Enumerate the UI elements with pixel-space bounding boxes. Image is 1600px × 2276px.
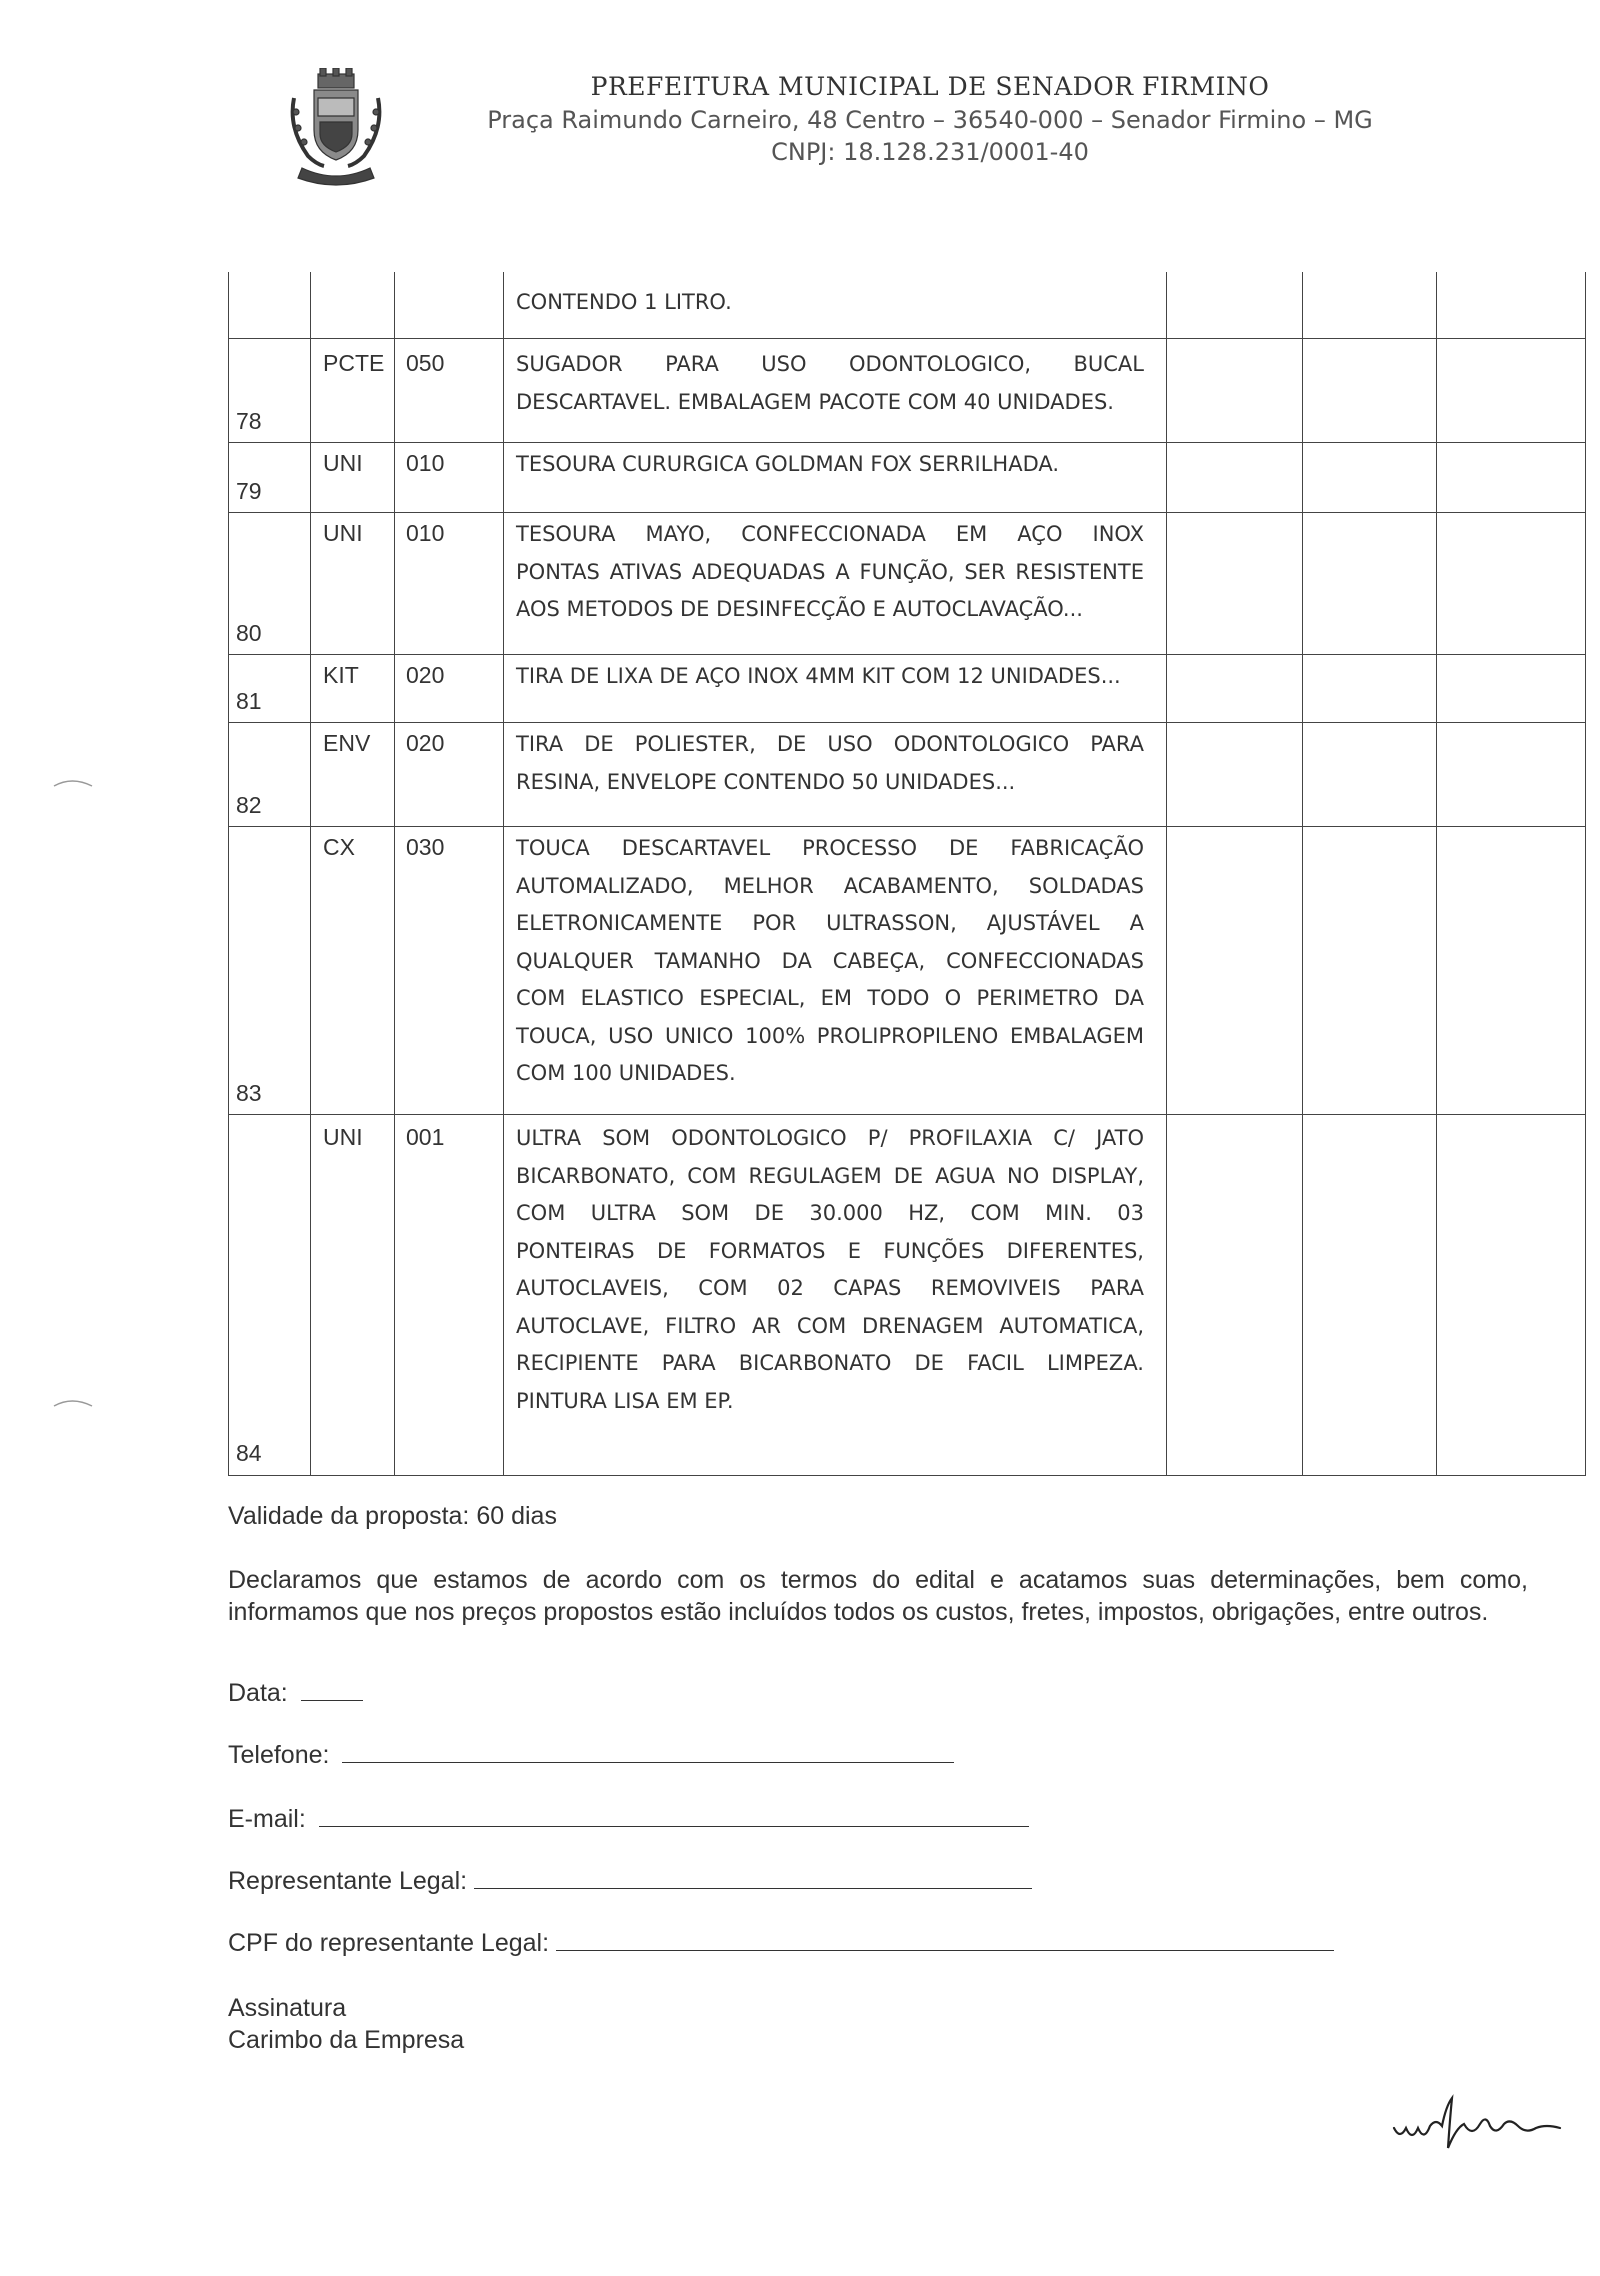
date-field[interactable] bbox=[228, 1678, 363, 1708]
item-unit: CX bbox=[323, 834, 355, 860]
item-number: 83 bbox=[236, 1080, 262, 1106]
item-unit: PCTE bbox=[323, 350, 385, 376]
margin-mark-icon bbox=[52, 1396, 96, 1412]
letterhead bbox=[0, 0, 1600, 200]
item-description-line: TOUCA, USO UNICO 100% PROLIPROPILENO EMBALAGEM bbox=[516, 1023, 1144, 1048]
legal-representative-blank-line[interactable] bbox=[474, 1866, 1032, 1889]
item-description-line: PONTAS ATIVAS ADEQUADAS A FUNÇÃO, SER RESISTENTE bbox=[516, 559, 1144, 584]
item-description-line: BICARBONATO, COM REGULAGEM DE AGUA NO DISPLAY, bbox=[516, 1163, 1144, 1188]
item-unit: ENV bbox=[323, 730, 371, 756]
item-number: 78 bbox=[236, 408, 262, 434]
email-label: E-mail: bbox=[228, 1805, 306, 1833]
item-description-line: AOS METODOS DE DESINFECÇÃO E AUTOCLAVAÇÃO... bbox=[516, 597, 1083, 621]
item-description-line: DESCARTAVEL. EMBALAGEM PACOTE COM 40 UNIDADES. bbox=[516, 389, 1114, 414]
item-quantity: 020 bbox=[406, 730, 445, 756]
item-description-line: CONTENDO 1 LITRO. bbox=[516, 290, 732, 314]
item-quantity: 001 bbox=[406, 1124, 445, 1150]
legal-representative-field[interactable] bbox=[228, 1866, 1032, 1896]
item-description-line: TESOURA CURURGICA GOLDMAN FOX SERRILHADA. bbox=[516, 452, 1060, 476]
item-description-line: COM ELASTICO ESPECIAL, EM TODO O PERIMETRO DA bbox=[516, 986, 1144, 1010]
item-number: 82 bbox=[236, 792, 262, 818]
item-unit: UNI bbox=[323, 450, 363, 476]
item-description-line: QUALQUER TAMANHO DA CABEÇA, CONFECCIONADAS bbox=[516, 948, 1144, 973]
item-description-line: ULTRA SOM ODONTOLOGICO P/ PROFILAXIA C/ JATO bbox=[516, 1126, 1144, 1150]
legal-representative-label: Representante Legal: bbox=[228, 1867, 468, 1895]
cpf-blank-line[interactable] bbox=[556, 1928, 1334, 1951]
item-description-line: AUTOCLAVE, FILTRO AR COM DRENAGEM AUTOMATICA, bbox=[516, 1313, 1144, 1338]
letterhead-cnpj: CNPJ: 18.128.231/0001-40 bbox=[771, 138, 1089, 166]
item-quantity: 010 bbox=[406, 520, 445, 546]
item-quantity: 050 bbox=[406, 350, 445, 376]
handwritten-initials-icon bbox=[1390, 2088, 1570, 2158]
item-description bbox=[516, 726, 1144, 801]
email-blank-line[interactable] bbox=[319, 1804, 1029, 1827]
item-description-line: PONTEIRAS DE FORMATOS E FUNÇÕES DIFERENTES, bbox=[516, 1238, 1144, 1263]
item-description-line: COM 100 UNIDADES. bbox=[516, 1061, 736, 1085]
table-row bbox=[516, 284, 1144, 322]
declaration-text: Declaramos que estamos de acordo com os termos do edital e acatamos suas determinações, bem como, informamos que nos preços propostos estão incluídos todos os custos, fretes, impostos, obrigações, entre outros. bbox=[228, 1566, 1528, 1626]
phone-field[interactable] bbox=[228, 1740, 954, 1770]
item-quantity: 010 bbox=[406, 450, 445, 476]
phone-blank-line[interactable] bbox=[342, 1740, 954, 1763]
letterhead-address: Praça Raimundo Carneiro, 48 Centro – 36540-000 – Senador Firmino – MG bbox=[487, 106, 1373, 134]
date-blank-line[interactable] bbox=[301, 1678, 363, 1701]
item-description-line: SUGADOR PARA USO ODONTOLOGICO, BUCAL bbox=[516, 352, 1144, 376]
date-label: Data: bbox=[228, 1679, 288, 1707]
item-description bbox=[516, 830, 1144, 1093]
item-number: 79 bbox=[236, 478, 262, 504]
item-quantity: 020 bbox=[406, 662, 445, 688]
item-number: 80 bbox=[236, 620, 262, 646]
item-description-line: TIRA DE POLIESTER, DE USO ODONTOLOGICO PARA bbox=[516, 732, 1144, 756]
cpf-label: CPF do representante Legal: bbox=[228, 1929, 550, 1957]
item-description-line: RECIPIENTE PARA BICARBONATO DE FACIL LIMPEZA. bbox=[516, 1351, 1144, 1375]
item-description bbox=[516, 658, 1144, 696]
margin-mark-icon bbox=[52, 776, 96, 792]
item-unit: UNI bbox=[323, 520, 363, 546]
item-description-line: AUTOCLAVEIS, COM 02 CAPAS REMOVIVEIS PARA bbox=[516, 1276, 1144, 1300]
item-description-line: TOUCA DESCARTAVEL PROCESSO DE FABRICAÇÃO bbox=[516, 836, 1144, 860]
item-description bbox=[516, 346, 1144, 421]
municipal-coat-of-arms-icon bbox=[284, 68, 388, 186]
item-quantity: 030 bbox=[406, 834, 445, 860]
company-stamp-label: Carimbo da Empresa bbox=[228, 2026, 465, 2054]
item-unit: KIT bbox=[323, 662, 359, 688]
item-description-line: TIRA DE LIXA DE AÇO INOX 4MM KIT COM 12 UNIDADES... bbox=[516, 664, 1121, 688]
email-field[interactable] bbox=[228, 1804, 1029, 1834]
item-description bbox=[516, 446, 1144, 484]
item-description-line: AUTOMALIZADO, MELHOR ACABAMENTO, SOLDADAS bbox=[516, 873, 1144, 898]
item-number: 84 bbox=[236, 1440, 262, 1466]
items-table bbox=[228, 272, 1586, 1476]
item-unit: UNI bbox=[323, 1124, 363, 1150]
item-description-line: COM ULTRA SOM DE 30.000 HZ, COM MIN. 03 bbox=[516, 1201, 1144, 1225]
letterhead-title: PREFEITURA MUNICIPAL DE SENADOR FIRMINO bbox=[590, 72, 1270, 101]
item-description bbox=[516, 1120, 1144, 1420]
item-description-line: TESOURA MAYO, CONFECCIONADA EM AÇO INOX bbox=[516, 522, 1144, 546]
signature-label: Assinatura bbox=[228, 1994, 347, 2022]
item-number: 81 bbox=[236, 688, 262, 714]
item-description bbox=[516, 516, 1144, 629]
item-description-line: ELETRONICAMENTE POR ULTRASSON, AJUSTÁVEL A bbox=[516, 911, 1144, 935]
item-description-line: RESINA, ENVELOPE CONTENDO 50 UNIDADES... bbox=[516, 769, 1016, 794]
phone-label: Telefone: bbox=[228, 1741, 330, 1769]
proposal-validity: Validade da proposta: 60 dias bbox=[228, 1502, 557, 1530]
cpf-field[interactable] bbox=[228, 1928, 1334, 1958]
item-description-line: PINTURA LISA EM EP. bbox=[516, 1388, 734, 1413]
